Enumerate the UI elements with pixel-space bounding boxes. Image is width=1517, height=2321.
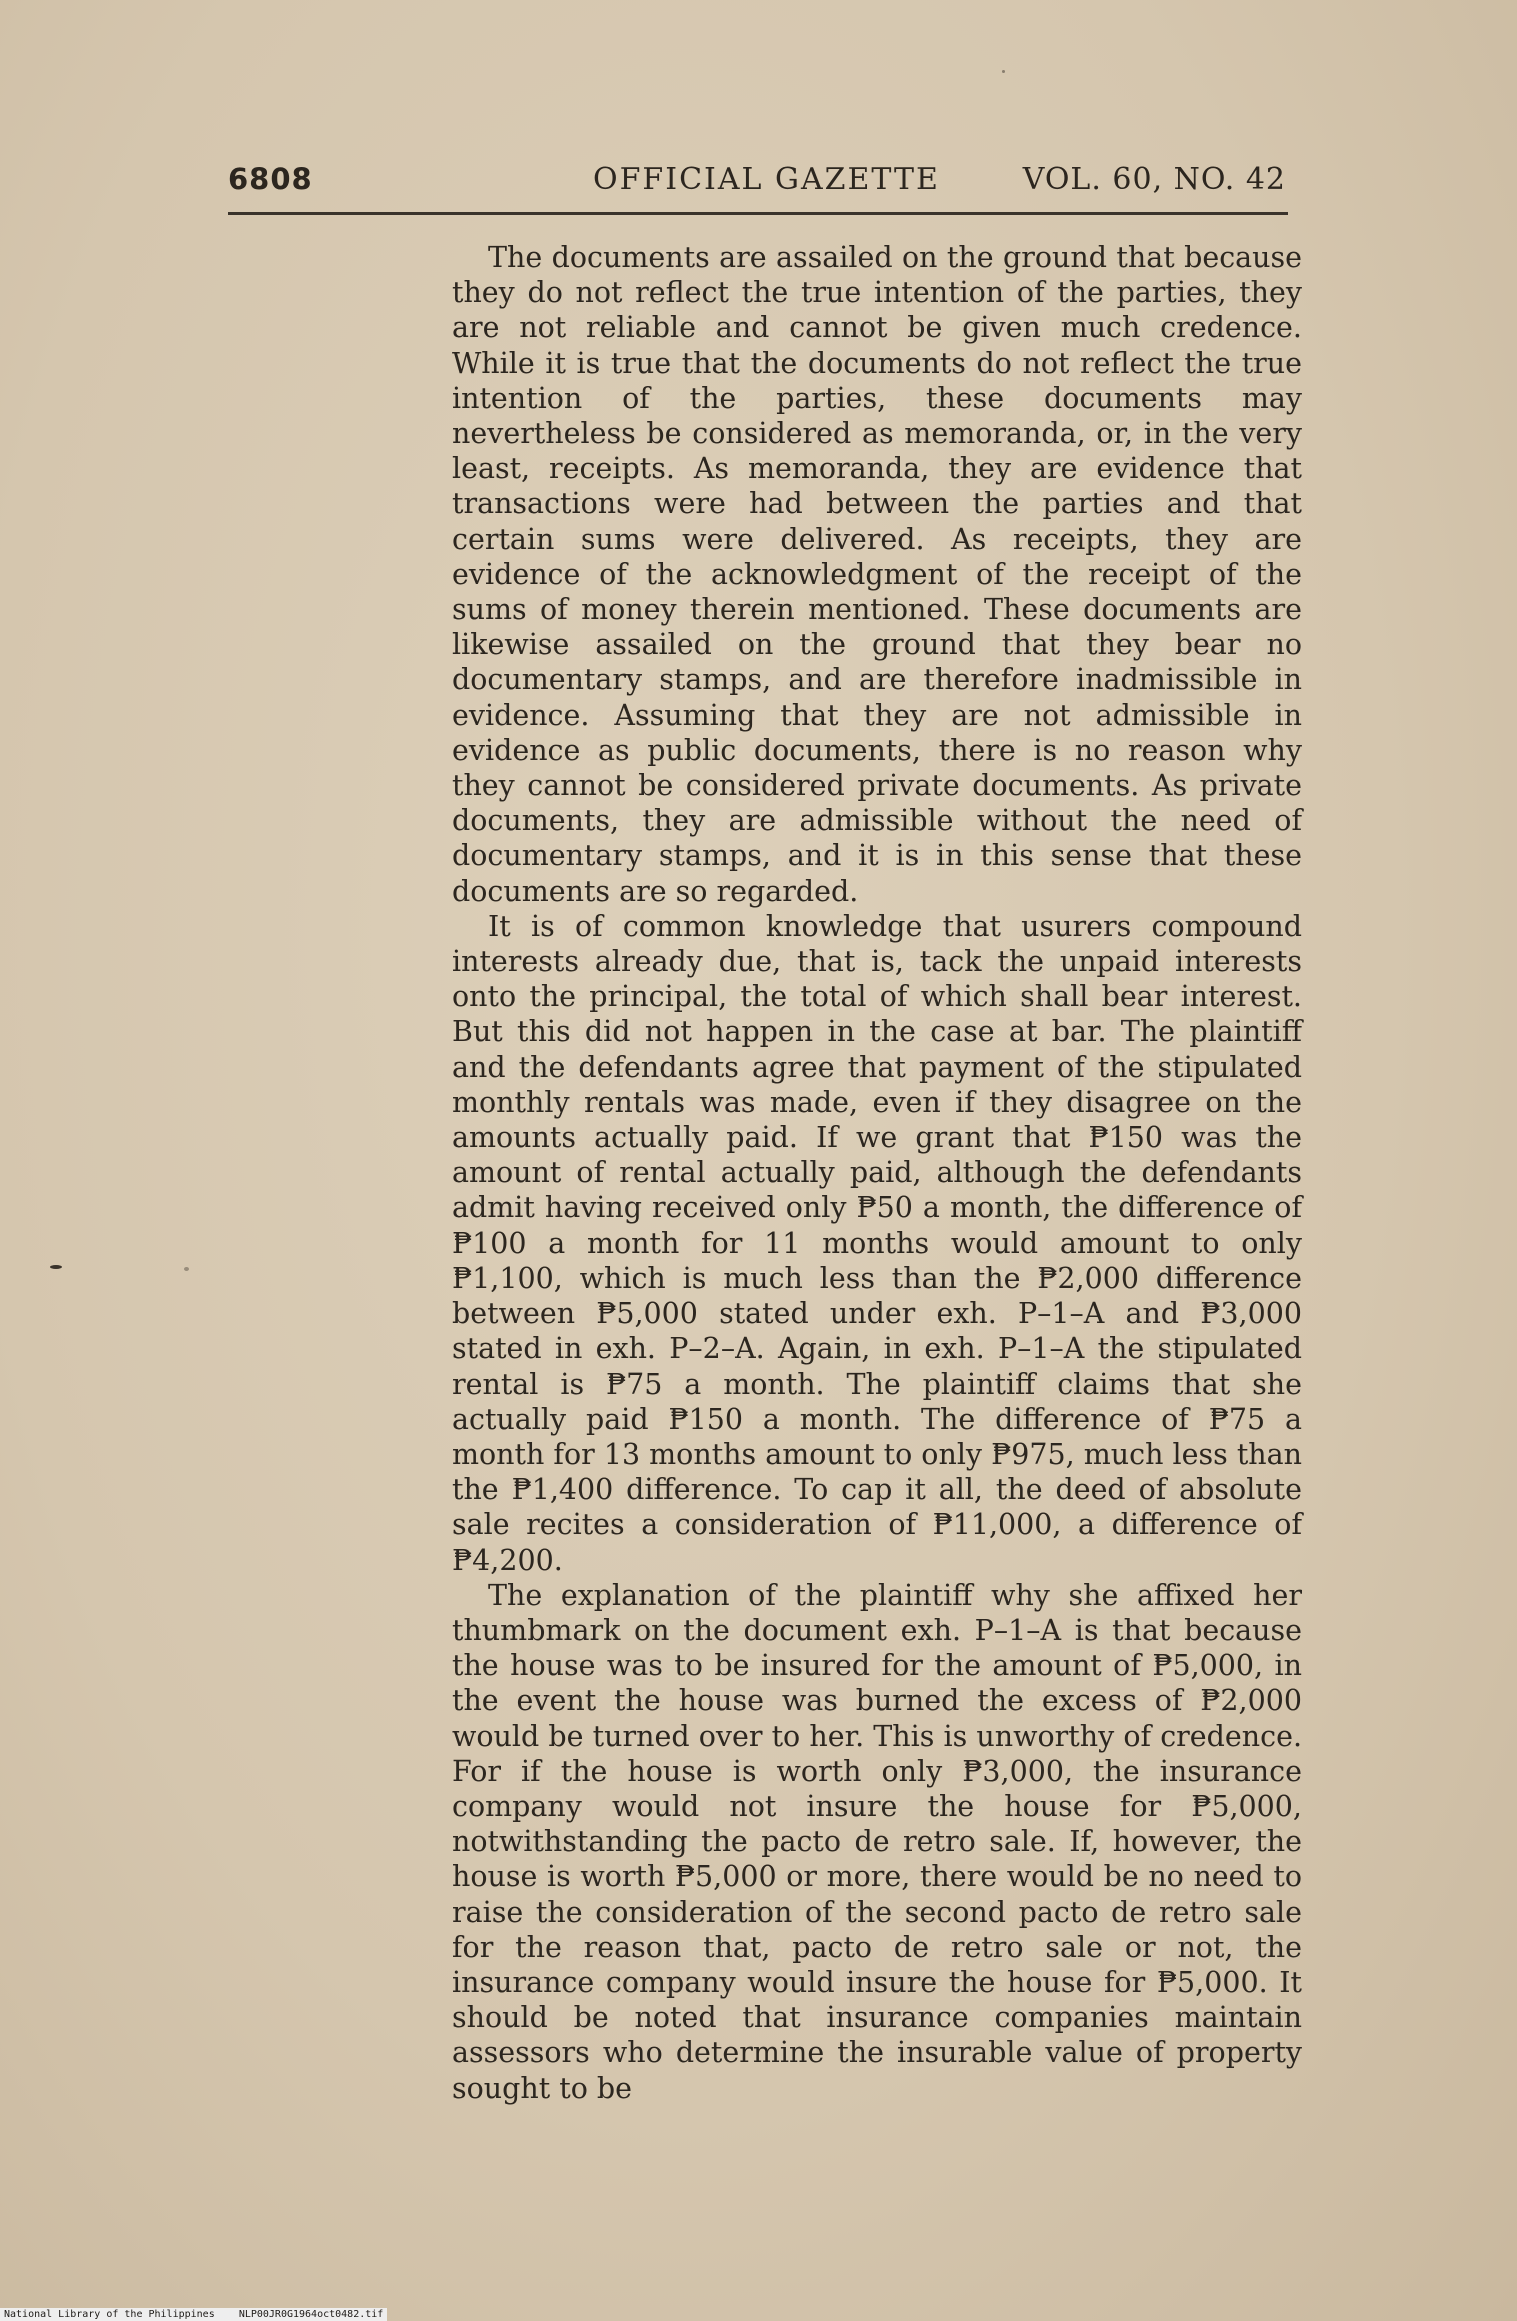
- paragraph: It is of common knowledge that usurers compound interests already due, that is, tack the unpaid interests onto the principal, the total of which shall bear interest. But this did not happen in the case at bar. The plaintiff and the defendants agree that payment of the stipulated monthly rentals was made, even if they disagree on the amounts actually paid. If we grant that ₱150 was the amount of rental actually paid, although the defendants admit having received only ₱50 a month, the difference of ₱100 a month for 11 months would amount to only ₱1,100, which is much less than the ₱2,000 difference between ₱5,000 stated under exh. P–1–A and ₱3,000 stated in exh. P–2–A. Again, in exh. P–1–A the stipulated rental is ₱75 a month. The plaintiff claims that she actually paid ₱150 a month. The difference of ₱75 a month for 13 months amount to only ₱975, much less than the ₱1,400 difference. To cap it all, the deed of absolute sale recites a consideration of ₱11,000, a difference of ₱4,200.: [452, 909, 1302, 1577]
- scan-speck: [1002, 70, 1005, 73]
- header-rule: [228, 212, 1288, 215]
- paragraph: The explanation of the plaintiff why she affixed her thumbmark on the document exh. P–1–A is that because the house was to be insured for the amount of ₱5,000, in the event the house was burned the excess of ₱2,000 would be turned over to her. This is unworthy of credence. For if the house is worth only ₱3,000, the insurance company would not insure the house for ₱5,000, notwithstanding the pacto de retro sale. If, however, the house is worth ₱5,000 or more, there would be no need to raise the consideration of the second pacto de retro sale for the reason that, pacto de retro sale or not, the insurance company would insure the house for ₱5,000. It should be noted that insurance companies maintain assessors who determine the insurable value of property sought to be: [452, 1578, 1302, 2105]
- scan-speck: [50, 1265, 62, 1269]
- footer-source: National Library of the Philippines: [4, 2309, 215, 2320]
- footer-filename: NLP00JR0G1964oct0482.tif: [238, 2309, 384, 2320]
- page-number: 6808: [228, 162, 313, 196]
- volume-number: VOL. 60, NO. 42: [1022, 162, 1286, 197]
- page-header: [228, 162, 1286, 206]
- scan-speck: [184, 1267, 189, 1271]
- body-text: [452, 240, 1302, 2106]
- publication-title: OFFICIAL GAZETTE: [593, 162, 940, 197]
- paragraph: The documents are assailed on the ground that because they do not reflect the true intention of the parties, they are not reliable and cannot be given much credence. While it is true that the documents do not reflect the true intention of the parties, these documents may nevertheless be considered as memoranda, or, in the very least, receipts. As memoranda, they are evidence that transactions were had between the parties and that certain sums were delivered. As receipts, they are evidence of the acknowledgment of the receipt of the sums of money therein mentioned. These documents are likewise assailed on the ground that they bear no documentary stamps, and are therefore inadmissible in evidence. Assuming that they are not admissible in evidence as public documents, there is no reason why they cannot be considered private documents. As private documents, they are admissible without the need of documentary stamps, and it is in this sense that these documents are so regarded.: [452, 241, 1302, 908]
- scan-footer: [0, 2308, 387, 2321]
